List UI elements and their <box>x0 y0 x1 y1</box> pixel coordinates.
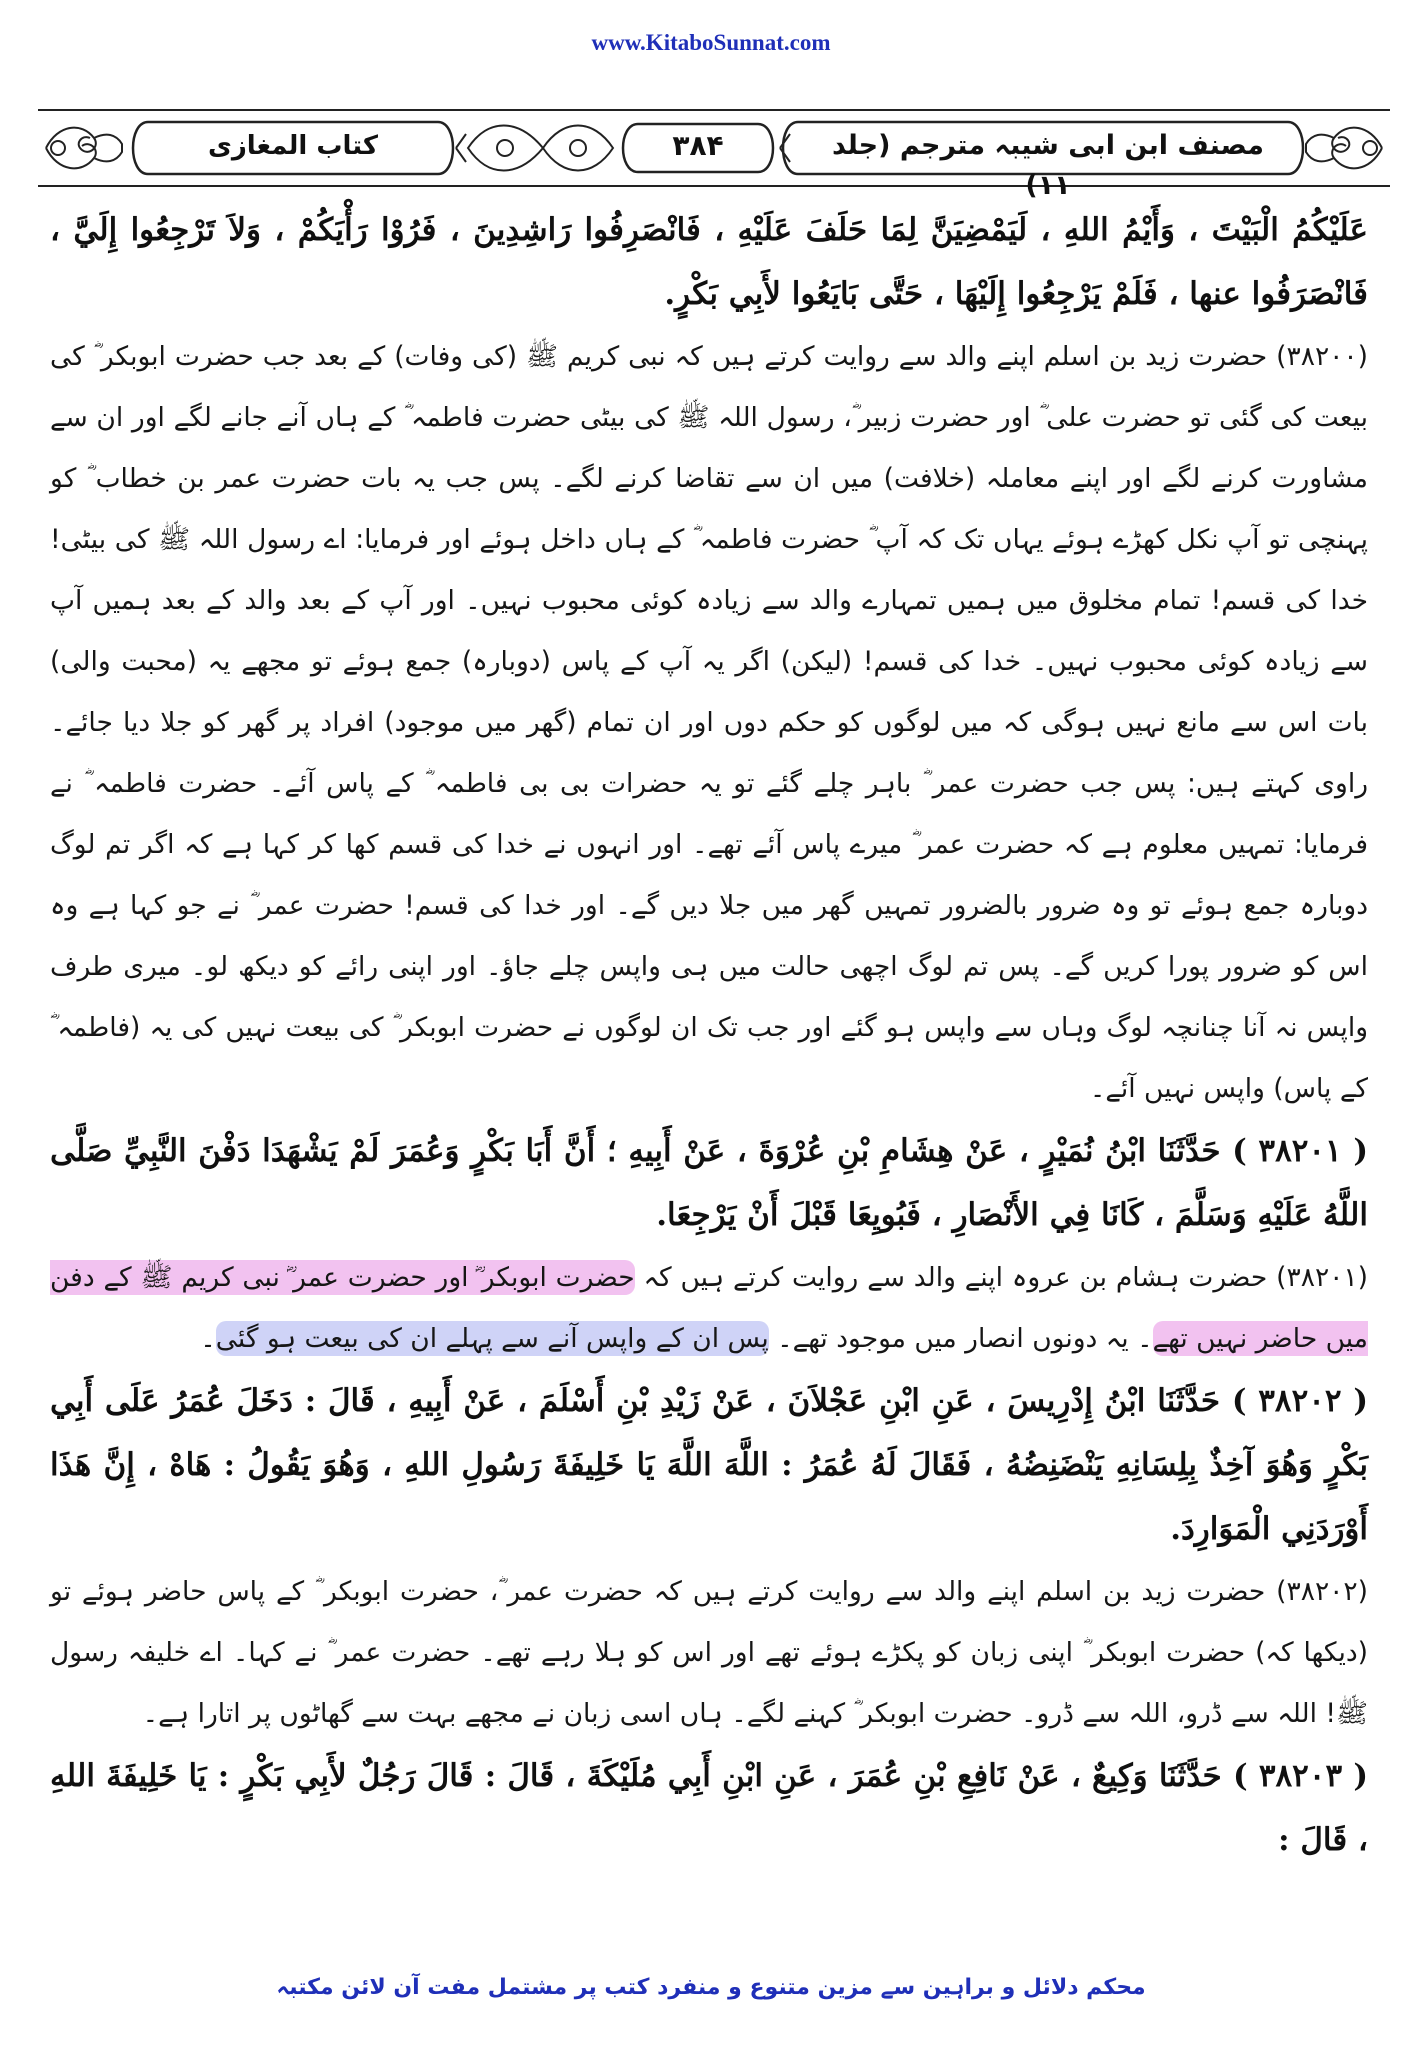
arabic-hadith-38201: ( ۳۸۲۰۱ ) حَدَّثَنَا ابْنُ نُمَيْرٍ ، عَنْ هِشَامِ بْنِ عُرْوَةَ ، عَنْ أَبِيهِ ؛ أَنَّ أَبَا بَكْرٍ وَعُمَرَ لَمْ يَشْهَدَا دَفْنَ النَّبِيِّ صَلَّى اللَّهُ عَلَيْهِ وَسَلَّمَ ، كَانَا فِي الأَنْصَارِ ، فَبُويِعَا قَبْلَ أَنْ يَرْجِعَا. <box>50 1133 1368 1233</box>
arabic-hadith-38202: ( ۳۸۲۰۲ ) حَدَّثَنَا ابْنُ إِدْرِيسَ ، عَنِ ابْنِ عَجْلاَنَ ، عَنْ زَيْدِ بْنِ أَسْلَمَ ، عَنْ أَبِيهِ ، قَالَ : دَخَلَ عُمَرُ عَلَى أَبِي بَكْرٍ وَهُوَ آخِذٌ بِلِسَانِهِ يَنْضَنِضُهُ ، فَقَالَ لَهُ عُمَرُ : اللَّهَ اللَّهَ يَا خَلِيفَةَ رَسُولِ اللهِ ، وَهُوَ يَقُولُ : هَاهْ ، إِنَّ هَذَا أَوْرَدَنِي الْمَوَارِدَ. <box>50 1383 1368 1547</box>
arabic-hadith-38203: ( ۳۸۲۰۳ ) حَدَّثَنَا وَكِيعٌ ، عَنْ نَافِعِ بْنِ عُمَرَ ، عَنِ ابْنِ أَبِي مُلَيْكَةَ ، قَالَ : قَالَ رَجُلٌ لأَبِي بَكْرٍ : يَا خَلِيفَةَ اللهِ ، قَالَ : <box>50 1758 1368 1858</box>
page-header-ornament <box>38 104 1390 201</box>
page-number: ۳۸۴ <box>672 129 724 162</box>
footer-tagline: محکم دلائل و براہین سے مزین متنوع و منفرد کتب پر مشتمل مفت آن لائن مکتبہ <box>276 1975 1146 2000</box>
book-title: مصنف ابن ابی شیبہ مترجم (جلد ۱۱) <box>832 130 1264 201</box>
translation-end: ۔ <box>200 1323 216 1354</box>
arabic-text-continuation: عَلَيْكُمُ الْبَيْتَ ، وَأَيْمُ اللهِ ، لَيَمْضِيَنَّ لِمَا حَلَفَ عَلَيْهِ ، فَانْصَرِفُوا رَاشِدِينَ ، فَرُوْا رَأْيَكُمْ ، وَلاَ تَرْجِعُوا إِلَيَّ ، فَانْصَرَفُوا عنها ، فَلَمْ يَرْجِعُوا إِلَيْهَا ، حَتَّى بَايَعُوا لأَبِي بَكْرٍ. <box>50 212 1368 312</box>
translation-lead: (۳۸۲۰۱) حضرت ہشام بن عروہ اپنے والد سے روایت کرتے ہیں کہ <box>643 1262 1368 1293</box>
site-url[interactable]: www.KitaboSunnat.com <box>591 30 831 55</box>
pink-highlight: حضرت ابوبکر ؓ اور حضرت عمر ؓ نبی کریم ﷺ کے دفن میں حاضر نہیں تھے <box>50 1262 1368 1354</box>
urdu-translation-38200: (۳۸۲۰۰) حضرت زید بن اسلم اپنے والد سے روایت کرتے ہیں کہ نبی کریم ﷺ (کی وفات) کے بعد جب حضرت ابوبکر ؓ کی بیعت کی گئی تو حضرت علی ؓ اور حضرت زبیر ؓ، رسول اللہ ﷺ کی بیٹی حضرت فاطمہ ؓ کے ہاں آنے جانے لگے اور ان سے مشاورت کرنے لگے اور اپنے معاملہ (خلافت) میں ان سے تقاضا کرنے لگے۔ پس جب یہ بات حضرت عمر بن خطاب ؓ کو پہنچی تو آپ نکل کھڑے ہوئے یہاں تک کہ آپ ؓ حضرت فاطمہ ؓ کے ہاں داخل ہوئے اور فرمایا: اے رسول اللہ ﷺ کی بیٹی! خدا کی قسم! تمام مخلوق میں ہمیں تمہارے والد سے زیادہ کوئی محبوب نہیں۔ اور آپ کے بعد والد کے بعد ہمیں آپ سے زیادہ کوئی محبوب نہیں۔ خدا کی قسم! (لیکن) اگر یہ آپ کے پاس (دوبارہ) جمع ہوئے تو مجھے یہ (محبت والی) بات اس سے مانع نہیں ہوگی کہ میں لوگوں کو حکم دوں اور ان تمام (گھر میں موجود) افراد پر گھر کو جلا دیا جائے۔ راوی کہتے ہیں: پس جب حضرت عمر ؓ باہر چلے گئے تو یہ حضرات بی بی فاطمہ ؓ کے پاس آئے۔ حضرت فاطمہ ؓ نے فرمایا: تمہیں معلوم ہے کہ حضرت عمر ؓ میرے پاس آئے تھے۔ اور انہوں نے خدا کی قسم کھا کر کہا ہے کہ اگر تم لوگ دوبارہ جمع ہوئے تو وہ ضرور بالضرور تمہیں گھر میں جلا دیں گے۔ اور خدا کی قسم! حضرت عمر ؓ نے جو کہا ہے وہ اس کو ضرور پورا کریں گے۔ پس تم لوگ اچھی حالت میں ہی واپس چلے جاؤ۔ اور اپنی رائے کو دیکھ لو۔ میری طرف واپس نہ آنا چنانچہ لوگ وہاں سے واپس ہو گئے اور جب تک ان لوگوں نے حضرت ابوبکر ؓ کی بیعت نہیں کی یہ (فاطمہ ؓ کے پاس) واپس نہیں آئے۔ <box>50 341 1368 1104</box>
blue-highlight: پس ان کے واپس آنے سے پہلے ان کی بیعت ہو گئی <box>215 1323 769 1354</box>
page-body <box>50 198 1368 1872</box>
translation-middle: ۔ یہ دونوں انصار میں موجود تھے۔ <box>777 1323 1153 1354</box>
chapter-name: کتاب المغازی <box>207 131 378 161</box>
urdu-translation-38201 <box>50 1247 1368 1369</box>
urdu-translation-38202: (۳۸۲۰۲) حضرت زید بن اسلم اپنے والد سے روایت کرتے ہیں کہ حضرت عمر ؓ، حضرت ابوبکر ؓ کے پاس حاضر ہوئے تو (دیکھا کہ) حضرت ابوبکر ؓ اپنی زبان کو پکڑے ہوئے تھے اور اس کو ہلا رہے تھے۔ حضرت عمر ؓ نے کہا۔ اے خلیفہ رسول ﷺ! اللہ سے ڈرو، اللہ سے ڈرو۔ حضرت ابوبکر ؓ کہنے لگے۔ ہاں اسی زبان نے مجھے بہت سے گھاٹوں پر اتارا ہے۔ <box>50 1576 1368 1729</box>
